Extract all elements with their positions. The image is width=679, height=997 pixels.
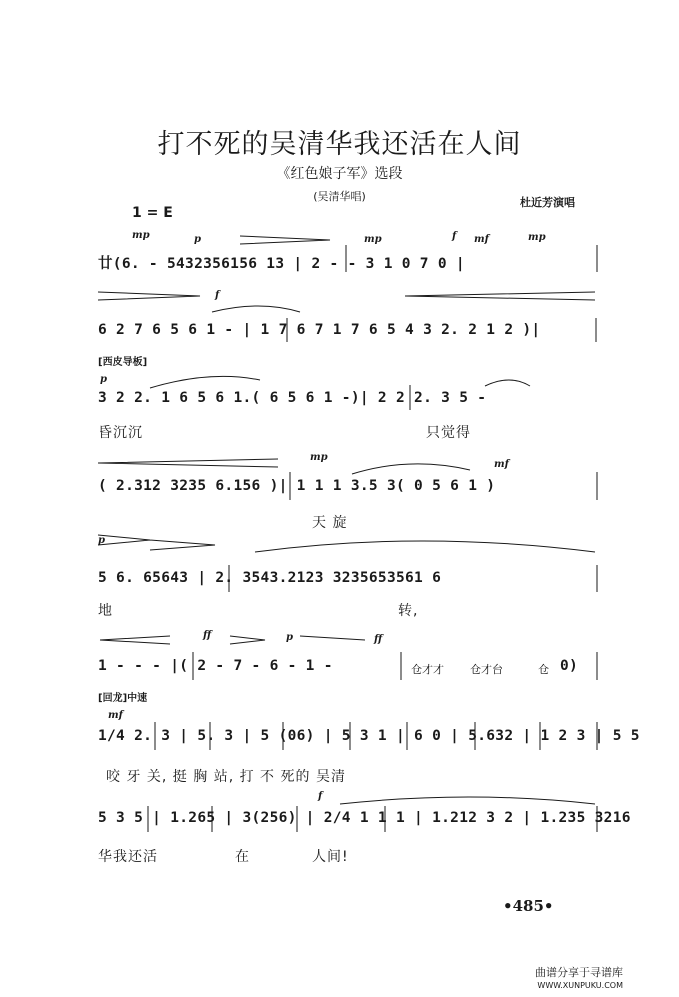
- slur-5: [255, 541, 595, 552]
- notation-row: 1 - - - |( 2 - 7 - 6 - 1 -: [98, 658, 333, 674]
- dynamic-mark: mp: [364, 234, 382, 245]
- hairpins-5: [98, 535, 215, 550]
- performer-credit: 杜近芳演唱: [520, 196, 575, 209]
- slur: [212, 306, 300, 312]
- section-label: [回龙]中速: [98, 693, 148, 704]
- notation-row: 廿(6. - 5432356156 13 | 2 - - 3 1 0 7 0 |: [98, 256, 465, 272]
- lyric-line: 人间!: [312, 849, 349, 865]
- lyric-line: 昏沉沉: [98, 425, 143, 441]
- hairpins-6: [230, 636, 365, 644]
- dynamic-mark: ff: [374, 634, 383, 645]
- dynamic-mark: p: [194, 234, 201, 245]
- lyric-line: 咬 牙 关, 挺 胸 站, 打 不 死的 吴清: [106, 769, 346, 785]
- crescendo-hairpin-6: [100, 636, 170, 644]
- watermark: [535, 966, 623, 992]
- key-signature: 1 = E: [132, 205, 173, 221]
- dynamic-mark: mf: [108, 710, 123, 721]
- notation-row: 3 2 2. 1 6 5 6 1.( 6 5 6 1 -)| 2 2 2. 3 5 -: [98, 390, 487, 406]
- dynamic-mark: mp: [132, 230, 150, 241]
- percussion-syllable: 仓才台: [470, 663, 503, 676]
- dynamic-mark: p: [286, 632, 293, 643]
- watermark-url: WWW.XUNPUKU.COM: [537, 981, 623, 990]
- dynamic-mark: f: [452, 231, 457, 242]
- singer-note: (吴清华唱): [313, 190, 366, 203]
- notation-row: 5 6. 65643 | 2. 3543.2123 3235653561 6: [98, 570, 442, 586]
- dynamic-mark: p: [98, 535, 105, 546]
- dynamic-mark: f: [318, 791, 323, 802]
- percussion-syllable: 仓才才: [411, 663, 444, 676]
- lyric-line: 只觉得: [426, 425, 471, 441]
- dynamic-mark: mp: [528, 232, 546, 243]
- lyric-line: 在: [235, 849, 250, 865]
- watermark-name: 曲谱分享于寻谱库: [535, 966, 623, 979]
- slur-3b: [485, 380, 530, 386]
- notation-row: ( 2.312 3235 6.156 )| 1 1 1 3.5 3( 0 5 6 1 ): [98, 478, 496, 494]
- song-subtitle: 《红色娘子军》选段: [276, 166, 403, 182]
- lyric-line: 华我还活: [98, 849, 158, 865]
- dynamic-mark: p: [100, 374, 107, 385]
- notation-row: 5 3 5 | 1.265 | 3(256) | 2/4 1 1 1 | 1.212 3 2 | 1.235 3216: [98, 810, 631, 826]
- percussion-syllable: 仓: [538, 663, 549, 676]
- dynamic-mark: mp: [310, 452, 328, 463]
- dynamic-mark: mf: [474, 234, 489, 245]
- dynamic-mark: ff: [203, 630, 212, 641]
- dynamic-mark: mf: [494, 459, 509, 470]
- diminuendo-hairpin: [240, 236, 330, 244]
- song-title: 打不死的吴清华我还活在人间: [157, 129, 522, 160]
- page-number: •485•: [503, 897, 554, 915]
- crescendo-hairpin-2: [405, 292, 595, 300]
- notation-row: 6 2 7 6 5 6 1 - | 1 7 6 7 1 7 6 5 4 3 2. 2 1 2 )|: [98, 322, 541, 338]
- lyric-line: 地: [98, 603, 113, 619]
- crescendo-hairpin-4: [98, 459, 278, 467]
- slur-3: [150, 376, 260, 388]
- percussion-rest: 0): [560, 658, 579, 674]
- slur-8: [340, 797, 595, 804]
- crescendo-hairpin: [98, 292, 200, 300]
- lyric-line: 天 旋: [312, 515, 348, 531]
- lyric-line: 转,: [398, 603, 419, 619]
- dynamic-mark: f: [215, 290, 220, 301]
- slur-4: [352, 464, 470, 474]
- notation-row: 1/4 2. 3 | 5. 3 | 5 (06) | 5 3 1 | 6 0 | 5.632 | 1 2 3 | 5 5: [98, 728, 640, 744]
- section-label: [西皮导板]: [98, 357, 148, 368]
